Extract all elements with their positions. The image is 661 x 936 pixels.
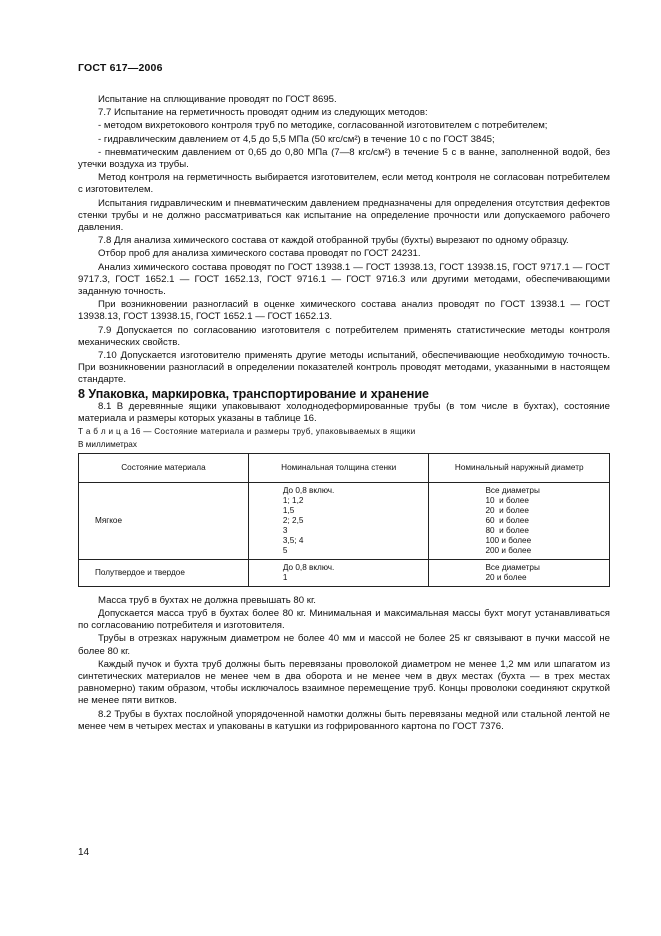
cell-thickness	[248, 482, 429, 559]
table-caption: Т а б л и ц а 16 — Состояние материала и размеры труб, упаковываемых в ящики	[78, 427, 416, 437]
paragraphs-section-7	[78, 94, 610, 387]
cell-state: Полутвердое и твердое	[79, 559, 249, 586]
thickness-value: 5	[282, 545, 288, 555]
diameter-value: 100 и более	[485, 535, 532, 545]
diameter-value: 10 и более	[485, 495, 529, 505]
paragraph: Трубы в отрезках наружным диаметром не более 40 мм и массой не более 25 кг связывают в пучки массой не более 80 кг.	[78, 633, 610, 657]
table-row	[79, 482, 610, 559]
paragraph: Допускается масса труб в бухтах более 80 кг. Минимальная и максимальная массы бухт могут устанавливаться по согласованию потребителя и изготовителя.	[78, 607, 610, 632]
paragraph: Испытания гидравлическим и пневматическим давлением предназначены для определения отсутствия дефектов стенки трубы и не должно рассматриваться как испытание на определение прочности или допускаемого рабочего давления.	[78, 197, 610, 234]
paragraph: Каждый пучок и бухта труб должны быть перевязаны проволокой диаметром не менее 1,2 мм или шпагатом из синтетических материалов не менее чем в два оборота и не менее чем в двух местах (бухта — в трех местах равномерно) таким образом, чтобы исключалось взаимное перемещение труб. Концы проволоки соединяют скруткой не менее пяти витков.	[78, 658, 610, 707]
thickness-value: 1,5	[282, 505, 295, 515]
paragraph: 8.1 В деревянные ящики упаковывают холоднодеформированные трубы (в том числе в бухтах), состояние материала и размеры которых указаны в таблице 16.	[78, 400, 610, 425]
paragraph: - гидравлическим давлением от 4,5 до 5,5 МПа (50 кгс/см²) в течение 10 с по ГОСТ 3845;	[98, 133, 495, 145]
diameter-value: 200 и более	[485, 545, 532, 555]
paragraph: При возникновении разногласий в оценке химического состава анализ проводят по ГОСТ 13938.1 — ГОСТ 13938.13, ГОСТ 13938.15, ГОСТ 1652.1 — ГОСТ 1652.13.	[78, 299, 610, 323]
diameter-value: Все диаметры	[485, 562, 540, 572]
thickness-value: 2; 2,5	[282, 515, 304, 525]
paragraph: 7.8 Для анализа химического состава от каждой отобранной трубы (бухты) вырезают по одному образцу.	[98, 235, 569, 247]
document-body	[78, 94, 610, 734]
paragraph: Отбор проб для анализа химического состава проводят по ГОСТ 24231.	[98, 248, 421, 260]
cell-diameter	[429, 482, 610, 559]
section-heading: 8 Упаковка, маркировка, транспортирование и хранение	[78, 386, 429, 401]
diameter-value: 20 и более	[485, 572, 527, 582]
table-16	[78, 453, 610, 587]
diameter-value: Все диаметры	[485, 485, 540, 495]
standard-header: ГОСТ 617—2006	[78, 62, 163, 74]
paragraph: Метод контроля на герметичность выбирается изготовителем, если метод контроля не согласован потребителем с изготовителем.	[78, 172, 610, 196]
thickness-value: 1; 1,2	[282, 495, 304, 505]
paragraph: Анализ химического состава проводят по ГОСТ 13938.1 — ГОСТ 13938.13, ГОСТ 13938.15, ГОСТ 9717.1 — ГОСТ 9717.3, ГОСТ 1652.1 — ГОСТ 1652.13, ГОСТ 9716.1 — ГОСТ 9716.3 или другими методами, обеспечивающими заданную точность.	[78, 261, 610, 298]
thickness-value: 3	[282, 525, 288, 535]
paragraph: 8.2 Трубы в бухтах послойной упорядоченной намотки должны быть перевязаны медной или стальной лентой не менее чем в четырех местах и упакованы в катушки из гофрированного картона по ГОСТ 7376.	[78, 708, 610, 732]
page-number: 14	[78, 847, 90, 858]
column-header-diameter: Номинальный наружный диаметр	[429, 453, 610, 482]
paragraph: 7.10 Допускается изготовителю применять другие методы испытаний, обеспечивающие необходимую точность. При возникновении разногласий в определении показателей контроль проводят методами, указанными в настоящем стандарте.	[78, 350, 610, 386]
table-row	[79, 559, 610, 586]
paragraph: 7.7 Испытание на герметичность проводят одним из следующих методов:	[98, 107, 428, 119]
cell-state: Мягкое	[79, 482, 249, 559]
paragraph: 7.9 Допускается по согласованию изготовителя с потребителем применять статистические методы контроля механических свойств.	[78, 324, 610, 348]
thickness-value: 1	[282, 572, 288, 582]
diameter-value: 20 и более	[485, 505, 529, 515]
thickness-value: 3,5; 4	[282, 535, 304, 545]
diameter-value: 80 и более	[485, 525, 529, 535]
column-header-thickness: Номинальная толщина стенки	[248, 453, 429, 482]
thickness-value: До 0,8 включ.	[282, 485, 335, 495]
cell-thickness	[248, 559, 429, 586]
table-header-row	[79, 453, 610, 482]
paragraph: - пневматическим давлением от 0,65 до 0,80 МПа (7—8 кгс/см²) в течение 5 с в ванне, заполненной водой, без утечки воздуха из трубы.	[78, 146, 610, 171]
paragraph: Испытание на сплющивание проводят по ГОСТ 8695.	[98, 94, 337, 105]
paragraphs-section-8	[78, 595, 610, 733]
column-header-state: Состояние материала	[79, 453, 249, 482]
diameter-value: 60 и более	[485, 515, 529, 525]
paragraph: - методом вихретокового контроля труб по методике, согласованной изготовителем с потребителем;	[98, 120, 548, 132]
table-units: В миллиметрах	[78, 440, 137, 450]
cell-diameter	[429, 559, 610, 586]
thickness-value: До 0,8 включ.	[282, 562, 335, 572]
paragraph: Масса труб в бухтах не должна превышать 80 кг.	[98, 594, 316, 606]
